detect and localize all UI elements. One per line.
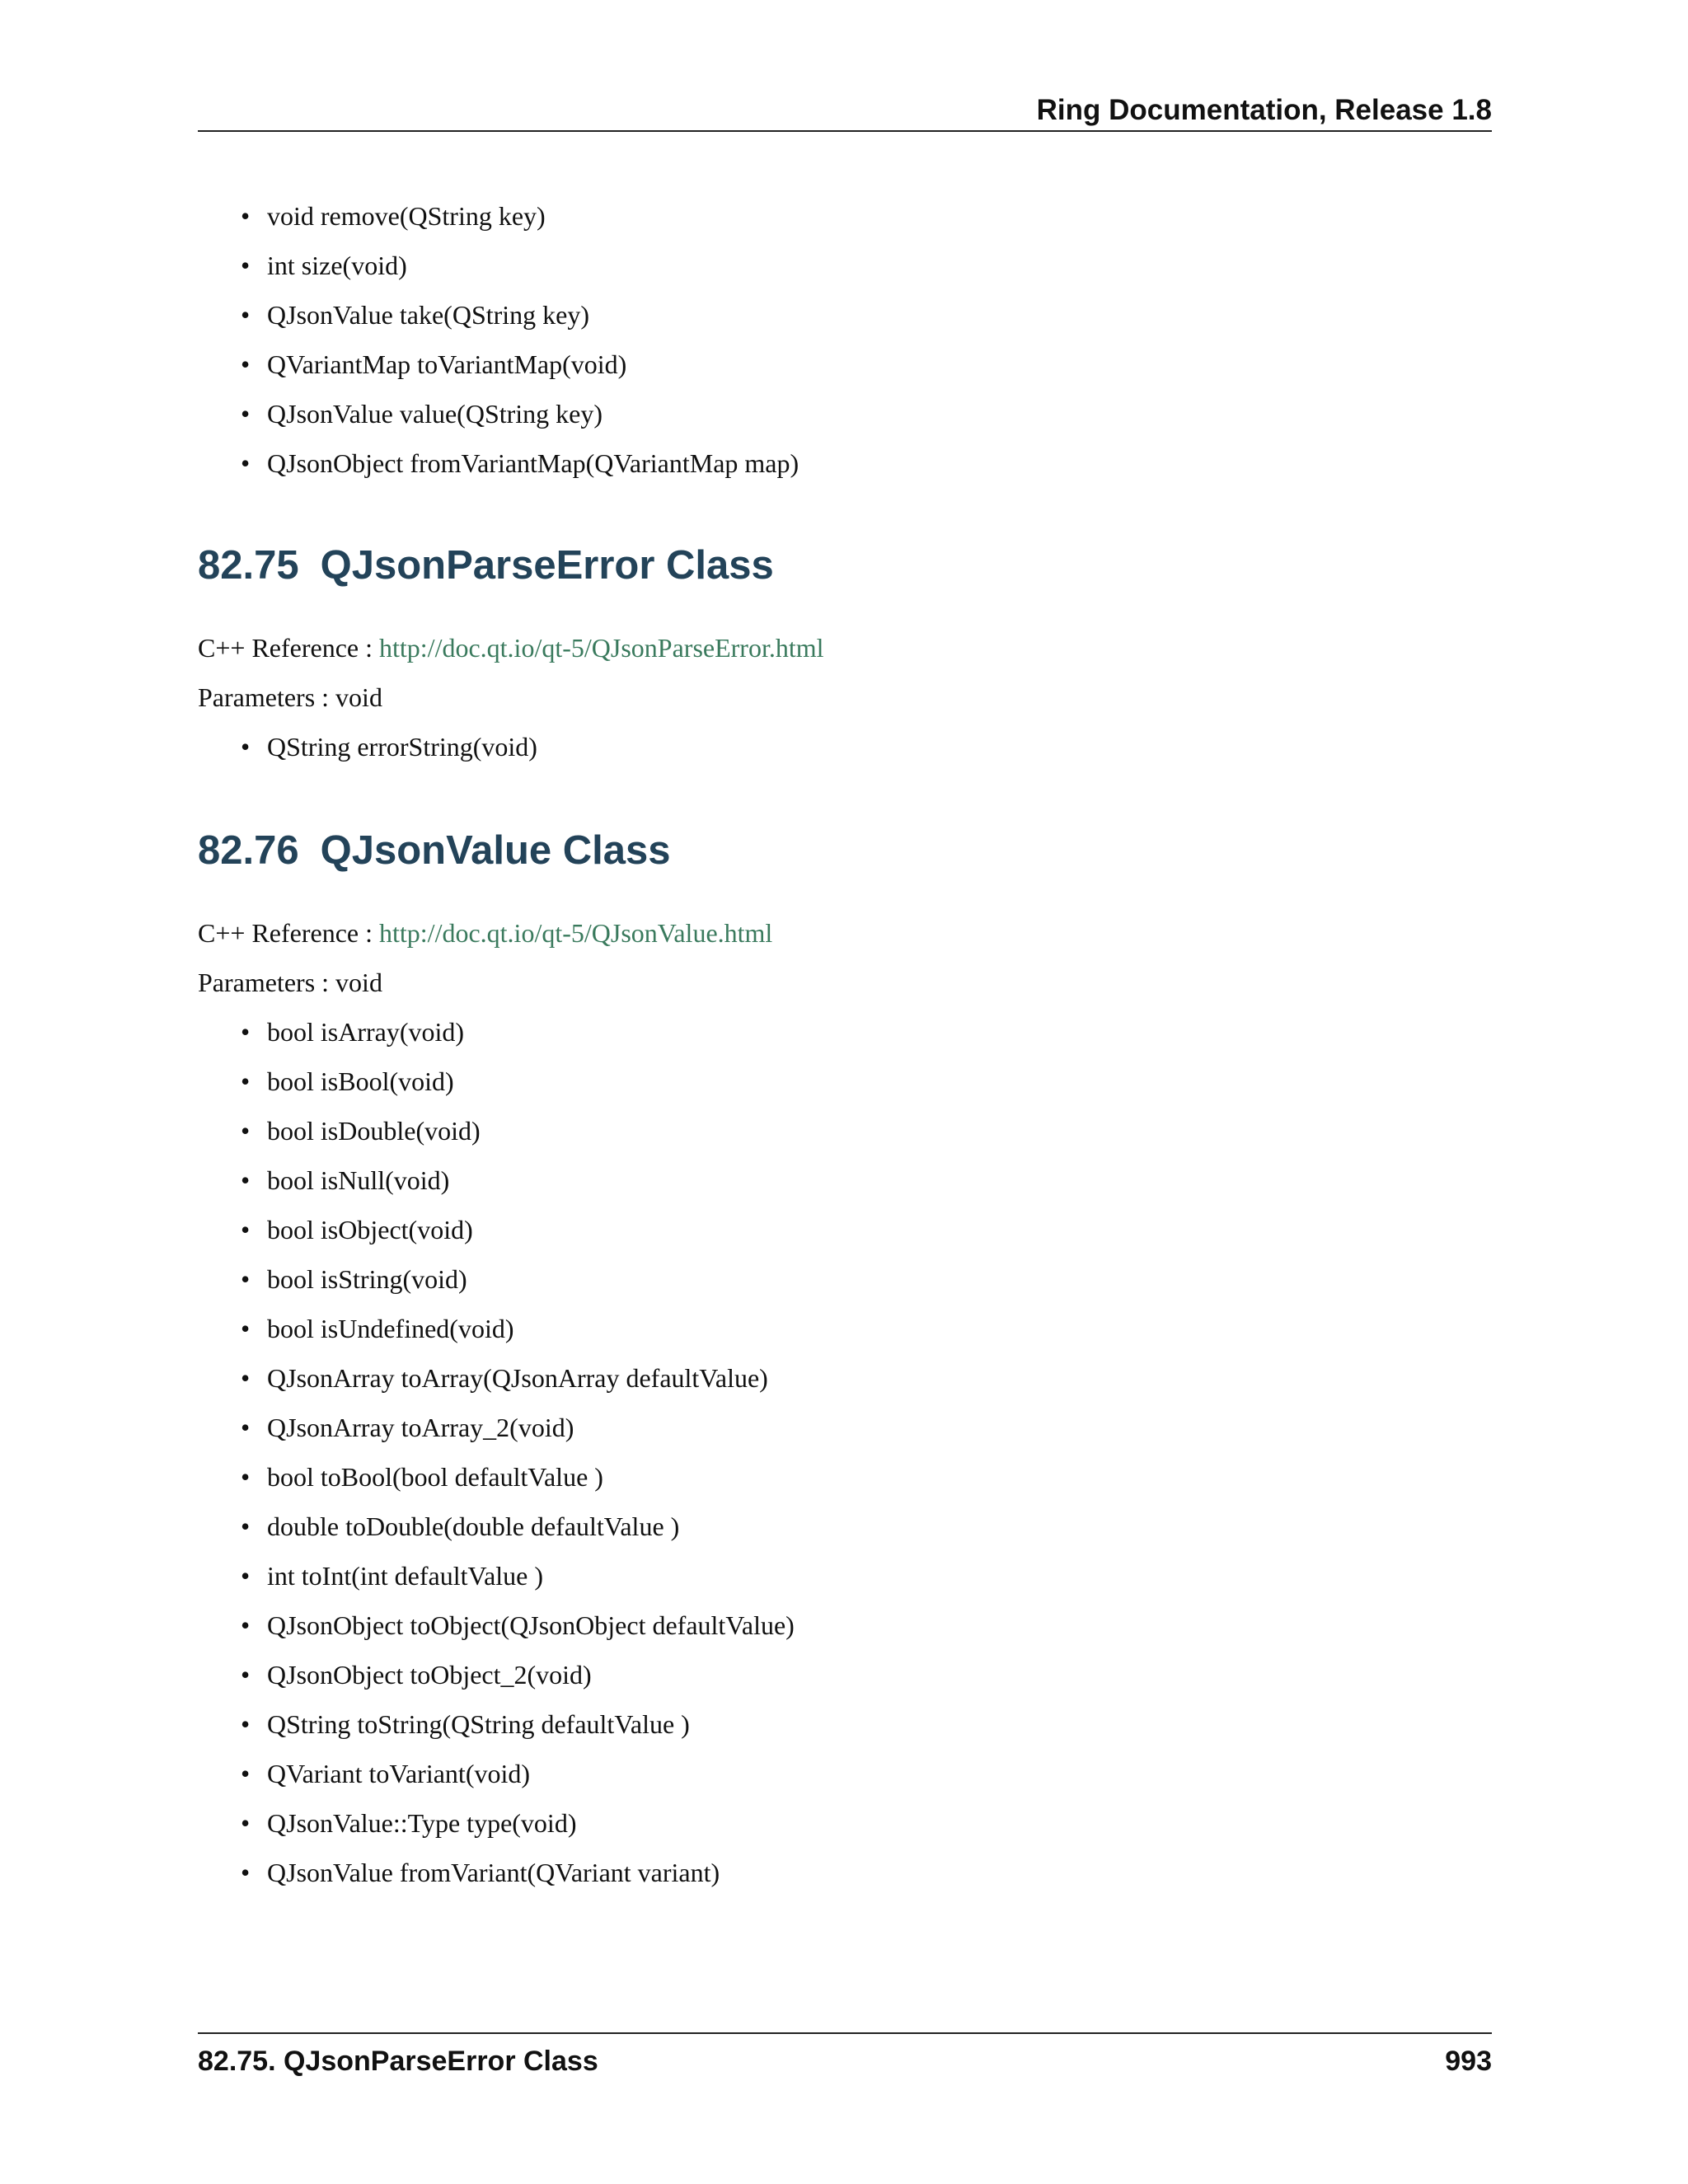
top-method-list [198, 191, 1434, 488]
qjsonvalue-method-list [198, 1007, 1434, 1897]
reference-link[interactable]: http://doc.qt.io/qt-5/QJsonValue.html [379, 918, 773, 948]
page-footer [198, 2032, 1492, 2083]
section-heading-qjsonparseerror [198, 542, 774, 588]
document-title: Ring Documentation, Release 1.8 [1036, 94, 1492, 126]
cpp-reference-line [198, 916, 772, 949]
section-heading-qjsonvalue [198, 827, 671, 874]
bullet-icon: • [241, 349, 251, 379]
section-title-text: QJsonParseError Class [320, 543, 774, 588]
qjsonparseerror-method-list [198, 722, 1434, 771]
list-item: • QJsonValue fromVariant(QVariant variant) [198, 1848, 1434, 1897]
bullet-icon: • [241, 1264, 251, 1294]
list-item: • int size(void) [198, 241, 1434, 290]
list-item: • QJsonValue take(QString key) [198, 290, 1434, 340]
list-item: • QVariantMap toVariantMap(void) [198, 340, 1434, 389]
reference-label: C++ Reference : [198, 633, 373, 663]
bullet-icon: • [241, 448, 251, 478]
page-header [198, 91, 1492, 132]
list-item: • int toInt(int defaultValue ) [198, 1551, 1434, 1601]
section-number: 82.76 [198, 828, 299, 873]
list-item: • QJsonArray toArray_2(void) [198, 1403, 1434, 1452]
bullet-icon: • [241, 399, 251, 429]
bullet-icon: • [241, 1116, 251, 1146]
bullet-icon: • [241, 1759, 251, 1788]
list-item: • bool isArray(void) [198, 1007, 1434, 1057]
bullet-icon: • [241, 201, 251, 231]
list-item: • QJsonValue::Type type(void) [198, 1798, 1434, 1848]
list-item: • bool isNull(void) [198, 1155, 1434, 1205]
parameters-line: Parameters : void [198, 968, 382, 997]
bullet-icon: • [241, 1215, 251, 1244]
bullet-icon: • [241, 1610, 251, 1640]
list-item: • bool isObject(void) [198, 1205, 1434, 1254]
footer-section-title: 82.75. QJsonParseError Class [198, 2046, 598, 2077]
bullet-icon: • [241, 1858, 251, 1887]
reference-label: C++ Reference : [198, 918, 373, 948]
bullet-icon: • [241, 1413, 251, 1442]
bullet-icon: • [241, 1660, 251, 1690]
bullet-icon: • [241, 1363, 251, 1393]
list-item: • QVariant toVariant(void) [198, 1749, 1434, 1798]
bullet-icon: • [241, 1511, 251, 1541]
list-item: • QJsonObject toObject_2(void) [198, 1650, 1434, 1699]
page-number: 993 [1445, 2046, 1492, 2077]
list-item: • QJsonObject fromVariantMap(QVariantMap map) [198, 438, 1434, 488]
list-item: • void remove(QString key) [198, 191, 1434, 241]
bullet-icon: • [241, 1165, 251, 1195]
list-item: • bool toBool(bool defaultValue ) [198, 1452, 1434, 1502]
section-title-text: QJsonValue Class [320, 828, 671, 873]
parameters-line: Parameters : void [198, 682, 382, 712]
list-item: • QJsonArray toArray(QJsonArray defaultValue) [198, 1353, 1434, 1403]
cpp-reference-line [198, 631, 824, 664]
list-item: • bool isBool(void) [198, 1057, 1434, 1106]
bullet-icon: • [241, 1462, 251, 1492]
bullet-icon: • [241, 1017, 251, 1047]
bullet-icon: • [241, 1314, 251, 1343]
bullet-icon: • [241, 1808, 251, 1838]
list-item: • bool isDouble(void) [198, 1106, 1434, 1155]
bullet-icon: • [241, 251, 251, 280]
bullet-icon: • [241, 1561, 251, 1591]
bullet-icon: • [241, 1066, 251, 1096]
bullet-icon: • [241, 300, 251, 330]
list-item: • QString toString(QString defaultValue ) [198, 1699, 1434, 1749]
bullet-icon: • [241, 732, 251, 762]
section-number: 82.75 [198, 543, 299, 588]
list-item: • double toDouble(double defaultValue ) [198, 1502, 1434, 1551]
list-item: • bool isUndefined(void) [198, 1304, 1434, 1353]
list-item: • QString errorString(void) [198, 722, 1434, 771]
reference-link[interactable]: http://doc.qt.io/qt-5/QJsonParseError.html [379, 633, 824, 663]
list-item: • QJsonValue value(QString key) [198, 389, 1434, 438]
bullet-icon: • [241, 1709, 251, 1739]
list-item: • bool isString(void) [198, 1254, 1434, 1304]
list-item: • QJsonObject toObject(QJsonObject defaultValue) [198, 1601, 1434, 1650]
